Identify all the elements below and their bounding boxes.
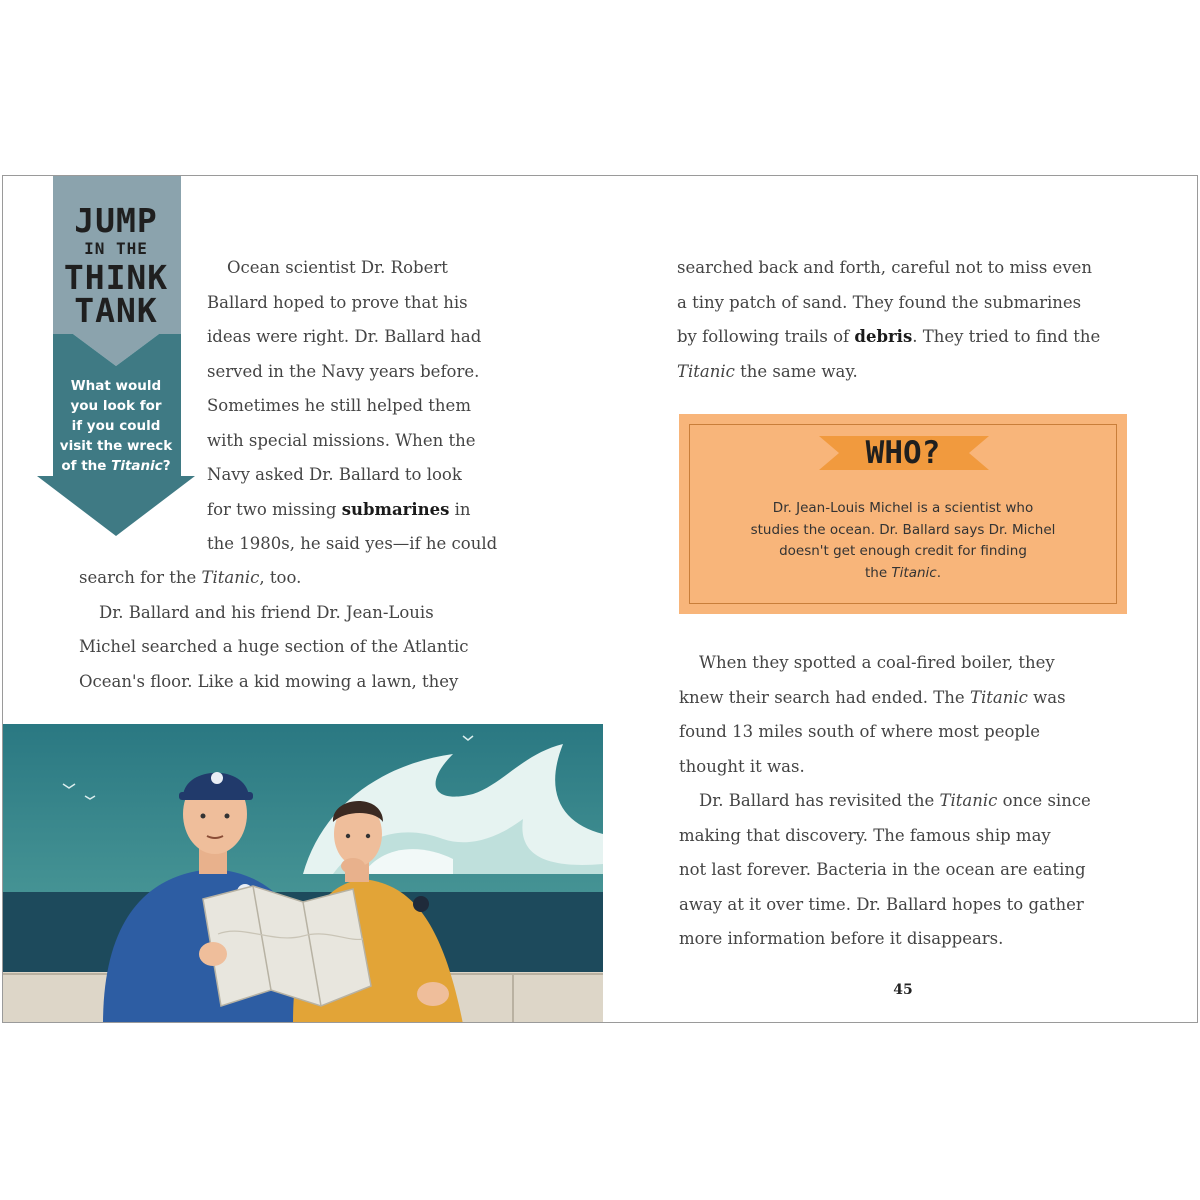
question-line: visit the wreck	[59, 438, 173, 454]
think-tank-title-think: THINK	[63, 258, 169, 297]
question-line: you look for	[70, 398, 162, 414]
italic-titanic: Titanic	[939, 791, 998, 810]
text-run: Dr. Ballard has revisited the	[699, 791, 940, 810]
text-line: Sometimes he still helped them	[207, 396, 471, 415]
text-line: Ocean's floor. Like a kid mowing a lawn, they	[79, 671, 459, 691]
text-run: knew their search had ended. The	[679, 687, 970, 707]
who-text	[709, 498, 1097, 584]
who-line: Dr. Jean-Louis Michel is a scientist who	[772, 500, 1034, 516]
text-line	[79, 561, 469, 596]
text-line: Ocean scientist Dr. Robert	[227, 258, 448, 277]
italic-titanic: Titanic	[969, 687, 1028, 707]
text-run: in	[449, 499, 471, 519]
left-page	[3, 176, 603, 1022]
text-run: for two missing	[207, 499, 342, 519]
text-line: served in the Navy years before.	[207, 361, 480, 381]
text-line	[679, 784, 1091, 819]
illustration-ballard-and-michel	[3, 724, 603, 1023]
who-last-italic: Titanic	[891, 564, 937, 581]
question-line: if you could	[71, 418, 161, 434]
think-tank-banner	[35, 176, 197, 538]
text-run: , too.	[259, 568, 302, 587]
left-paragraph-2	[79, 561, 469, 699]
text-line: thought it was.	[679, 756, 805, 776]
left-paragraph-1	[207, 251, 497, 562]
who-title: WHO?	[865, 435, 941, 471]
text-line	[207, 493, 497, 528]
who-line-last	[709, 563, 1097, 585]
text-line: ideas were right. Dr. Ballard had	[207, 327, 482, 346]
text-line: making that discovery. The famous ship may	[679, 825, 1051, 845]
text-line: Ballard hoped to prove that his	[207, 292, 468, 312]
who-callout-box	[679, 414, 1127, 614]
text-line: not last forever. Bacteria in the ocean are eating	[679, 860, 1086, 879]
text-line: Navy asked Dr. Ballard to look	[207, 465, 462, 484]
text-run: by following trails of	[677, 327, 855, 346]
text-run: search for the	[79, 568, 202, 587]
text-line: Michel searched a huge section of the Atlantic	[79, 637, 469, 656]
question-last-prefix: of the	[61, 458, 112, 474]
text-line: with special missions. When the	[207, 430, 476, 450]
glossary-term-submarines: submarines	[341, 499, 450, 519]
who-last-prefix: the	[864, 564, 892, 581]
text-line: found 13 miles south of where most people	[679, 722, 1041, 741]
text-line: away at it over time. Dr. Ballard hopes to gather	[679, 894, 1084, 914]
page-number: 45	[893, 982, 913, 998]
text-run: was	[1027, 687, 1066, 707]
book-spread	[2, 175, 1198, 1023]
text-line: Dr. Ballard and his friend Dr. Jean-Louis	[99, 602, 434, 622]
think-tank-title-tank: TANK	[74, 291, 158, 330]
right-paragraph-1	[677, 251, 1100, 389]
text-run: . They tried to find the	[912, 327, 1101, 346]
right-paragraph-2	[679, 646, 1091, 957]
question-last-suffix: ?	[162, 458, 171, 474]
text-line: more information before it disappears.	[679, 929, 1004, 948]
text-run: the same way.	[734, 361, 858, 381]
text-line: When they spotted a coal-fired boiler, they	[699, 653, 1055, 672]
who-line: doesn't get enough credit for finding	[779, 543, 1027, 559]
text-line	[677, 355, 1100, 390]
italic-titanic: Titanic	[677, 361, 735, 381]
right-page	[603, 176, 1198, 1022]
who-last-suffix: .	[936, 564, 942, 581]
italic-titanic: Titanic	[201, 568, 260, 587]
who-line: studies the ocean. Dr. Ballard says Dr. Michel	[750, 521, 1056, 538]
text-line	[677, 320, 1100, 355]
illustration-svg	[3, 724, 603, 1023]
think-tank-title-jump: JUMP	[74, 201, 158, 240]
text-line: a tiny patch of sand. They found the submarines	[677, 292, 1082, 312]
text-line: the 1980s, he said yes—if he could	[207, 534, 498, 553]
question-line-last	[55, 456, 177, 476]
question-last-italic: Titanic	[111, 458, 163, 474]
think-tank-title-in-the: IN THE	[84, 239, 148, 258]
think-tank-question	[55, 376, 177, 476]
glossary-term-debris: debris	[854, 327, 913, 346]
text-line	[679, 681, 1091, 716]
question-line: What would	[70, 378, 162, 394]
text-line: searched back and forth, careful not to miss even	[677, 258, 1093, 277]
think-tank-title	[49, 201, 183, 330]
text-run: once since	[997, 791, 1091, 810]
